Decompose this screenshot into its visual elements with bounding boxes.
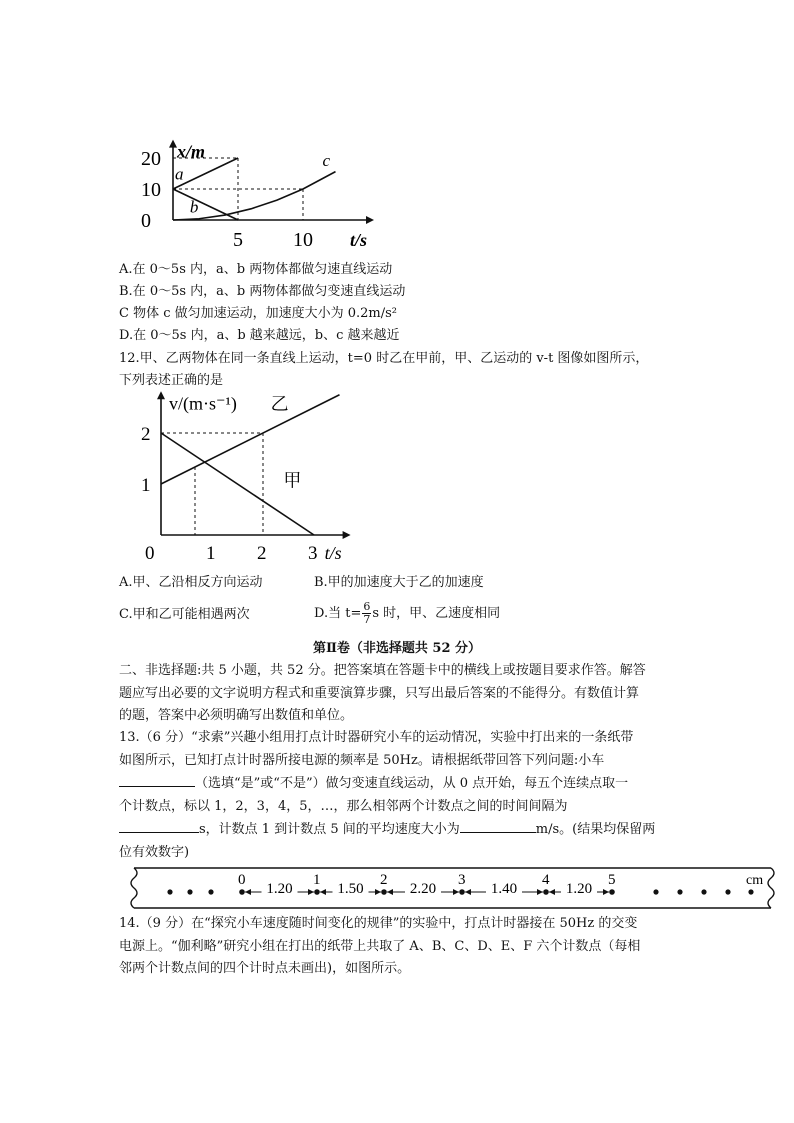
count-point <box>314 889 320 895</box>
q12-stem-line2: 下列表述正确的是 <box>119 373 224 388</box>
q12-option-d: D.当 t= $\frac{6}{7}$ s 时，甲、乙速度相同 <box>314 600 501 626</box>
y-tick-label: 10 <box>141 179 161 201</box>
count-point-label: 0 <box>238 872 246 888</box>
y-tick-label: 0 <box>141 210 151 232</box>
y-tick-label: 20 <box>141 148 161 170</box>
distance-label: 1.20 <box>266 881 293 897</box>
y-axis-arrow <box>169 140 177 148</box>
question-13: 13.（6 分）“求索”兴趣小组用打点计时器研究小车的运动情况，实验中打出来的一条纸带 如图所示，已知打点计时器所接电源的频率是 50Hz。请根据纸带回答下列问题:小车 （选填“是”或“不是”）做匀变速直线运动，从 0 点开始，每五个连续点取一 个计数点，标以 1，2，3，4，5，…，那么相邻两个计数点之间的时间间隔为 s，计数点 1 到计数点 5 间的平均速度大小为 m/s。(结果均保留两 位有效数字) <box>119 730 656 860</box>
series-label-b: b <box>189 197 199 217</box>
y-tick-label: 2 <box>141 424 151 445</box>
q11-option-b: B.在 0～5s 内，a、b 两物体都做匀变速直线运动 <box>119 284 406 299</box>
x-axis-label: t/s <box>350 230 368 250</box>
arrow-head-right <box>453 889 459 895</box>
instructions: 二、非选择题:共 5 小题，共 52 分。把答案填在答题卡中的横线上或按题目要求作答。解答 题应写出必要的文字说明方程式和重要演算步骤，只写出最后答案的不能得分。有数值计算 的题，答案中必须明确写出数值和单位。 <box>119 663 646 723</box>
y-axis-arrow <box>157 391 165 399</box>
distance-label: 1.40 <box>490 881 518 897</box>
arrow-head-left <box>465 889 471 895</box>
tape-dot <box>208 889 213 894</box>
series-line-b <box>173 189 238 220</box>
question-14: 14.（9 分）在“探究小车速度随时间变化的规律”的实验中，打点计时器接在 50Hz 的交变 电源上。“伽利略”研究小组在打出的纸带上共取了 A、B、C、D、E、F 六个计数点（每相 邻两个计数点间的四个计时点未画出)，如图所示。 <box>119 916 641 976</box>
answer-blank[interactable] <box>119 818 199 833</box>
x-tick-label: 1 <box>206 543 216 564</box>
count-point-label: 1 <box>313 872 321 888</box>
arrow-head-right <box>603 889 609 895</box>
series-label-a: a <box>175 164 184 184</box>
distance-label: 1.50 <box>337 881 364 897</box>
x-tick-label: 2 <box>257 543 267 564</box>
tape-dot <box>748 889 753 894</box>
q12-stem-line1: 12.甲、乙两物体在同一条直线上运动，t=0 时乙在甲前，甲、乙运动的 v-t 图像如图所示， <box>119 351 649 366</box>
tape-dot <box>677 889 682 894</box>
tape-torn-right <box>768 868 774 908</box>
arrow-head-right <box>375 889 381 895</box>
distance-label: 2.20 <box>409 881 437 897</box>
tape-unit: cm <box>746 873 764 888</box>
y-axis-label: v/(m·s⁻¹) <box>169 393 237 414</box>
q11-option-a: A.在 0～5s 内，a、b 两物体都做匀速直线运动 <box>119 262 393 277</box>
tape-dot <box>187 889 192 894</box>
count-point <box>609 889 615 895</box>
paper-tape <box>128 862 778 914</box>
count-point <box>459 889 465 895</box>
distance-label: 1.20 <box>565 881 593 897</box>
count-point-label: 5 <box>608 872 616 888</box>
x-tick-label: 10 <box>293 229 313 251</box>
series-label-c: c <box>322 150 331 170</box>
count-point-label: 4 <box>542 872 550 888</box>
count-point <box>381 889 387 895</box>
fraction: $\frac{6}{7}$ <box>363 600 371 626</box>
x-tick-label: 5 <box>233 229 243 251</box>
x-tick-label: 3 <box>308 543 318 564</box>
q12-option-c: C.甲和乙可能相遇两次 <box>119 607 250 622</box>
section-title: 第Ⅱ卷（非选择题共 52 分） <box>312 641 482 656</box>
series-label-yi: 乙 <box>270 394 289 415</box>
q12-option-a: A.甲、乙沿相反方向运动 <box>119 575 263 590</box>
tape-dot <box>653 889 658 894</box>
tape-dot <box>701 889 706 894</box>
xt-graph <box>125 95 368 255</box>
y-tick-label: 1 <box>141 475 151 496</box>
series-label-jia: 甲 <box>283 470 302 491</box>
q12-option-b: B.甲的加速度大于乙的加速度 <box>314 575 484 590</box>
answer-blank[interactable] <box>460 818 536 833</box>
count-point <box>543 889 549 895</box>
count-point-label: 2 <box>380 872 388 888</box>
arrow-head-left <box>320 889 326 895</box>
tape-dot <box>167 889 172 894</box>
arrow-head-left <box>549 889 555 895</box>
count-point-label: 3 <box>458 872 466 888</box>
tape-dot <box>725 889 730 894</box>
arrow-head-right <box>537 889 543 895</box>
tape-torn-left <box>131 868 137 908</box>
arrow-head-left <box>245 889 251 895</box>
x-axis-arrow <box>343 531 351 539</box>
q11-option-c: C 物体 c 做匀加速运动，加速度大小为 0.2m/s² <box>119 306 398 321</box>
vt-graph <box>135 392 365 564</box>
x-tick-label: 0 <box>145 543 155 564</box>
x-axis-label: t/s <box>324 543 342 563</box>
q11-option-d: D.在 0～5s 内，a、b 越来越远，b、c 越来越近 <box>119 328 400 343</box>
count-point <box>239 889 245 895</box>
arrow-head-left <box>387 889 393 895</box>
arrow-head-right <box>308 889 314 895</box>
y-axis-label: x/m <box>177 141 206 162</box>
answer-blank[interactable] <box>119 772 195 787</box>
x-axis-arrow <box>366 216 374 224</box>
